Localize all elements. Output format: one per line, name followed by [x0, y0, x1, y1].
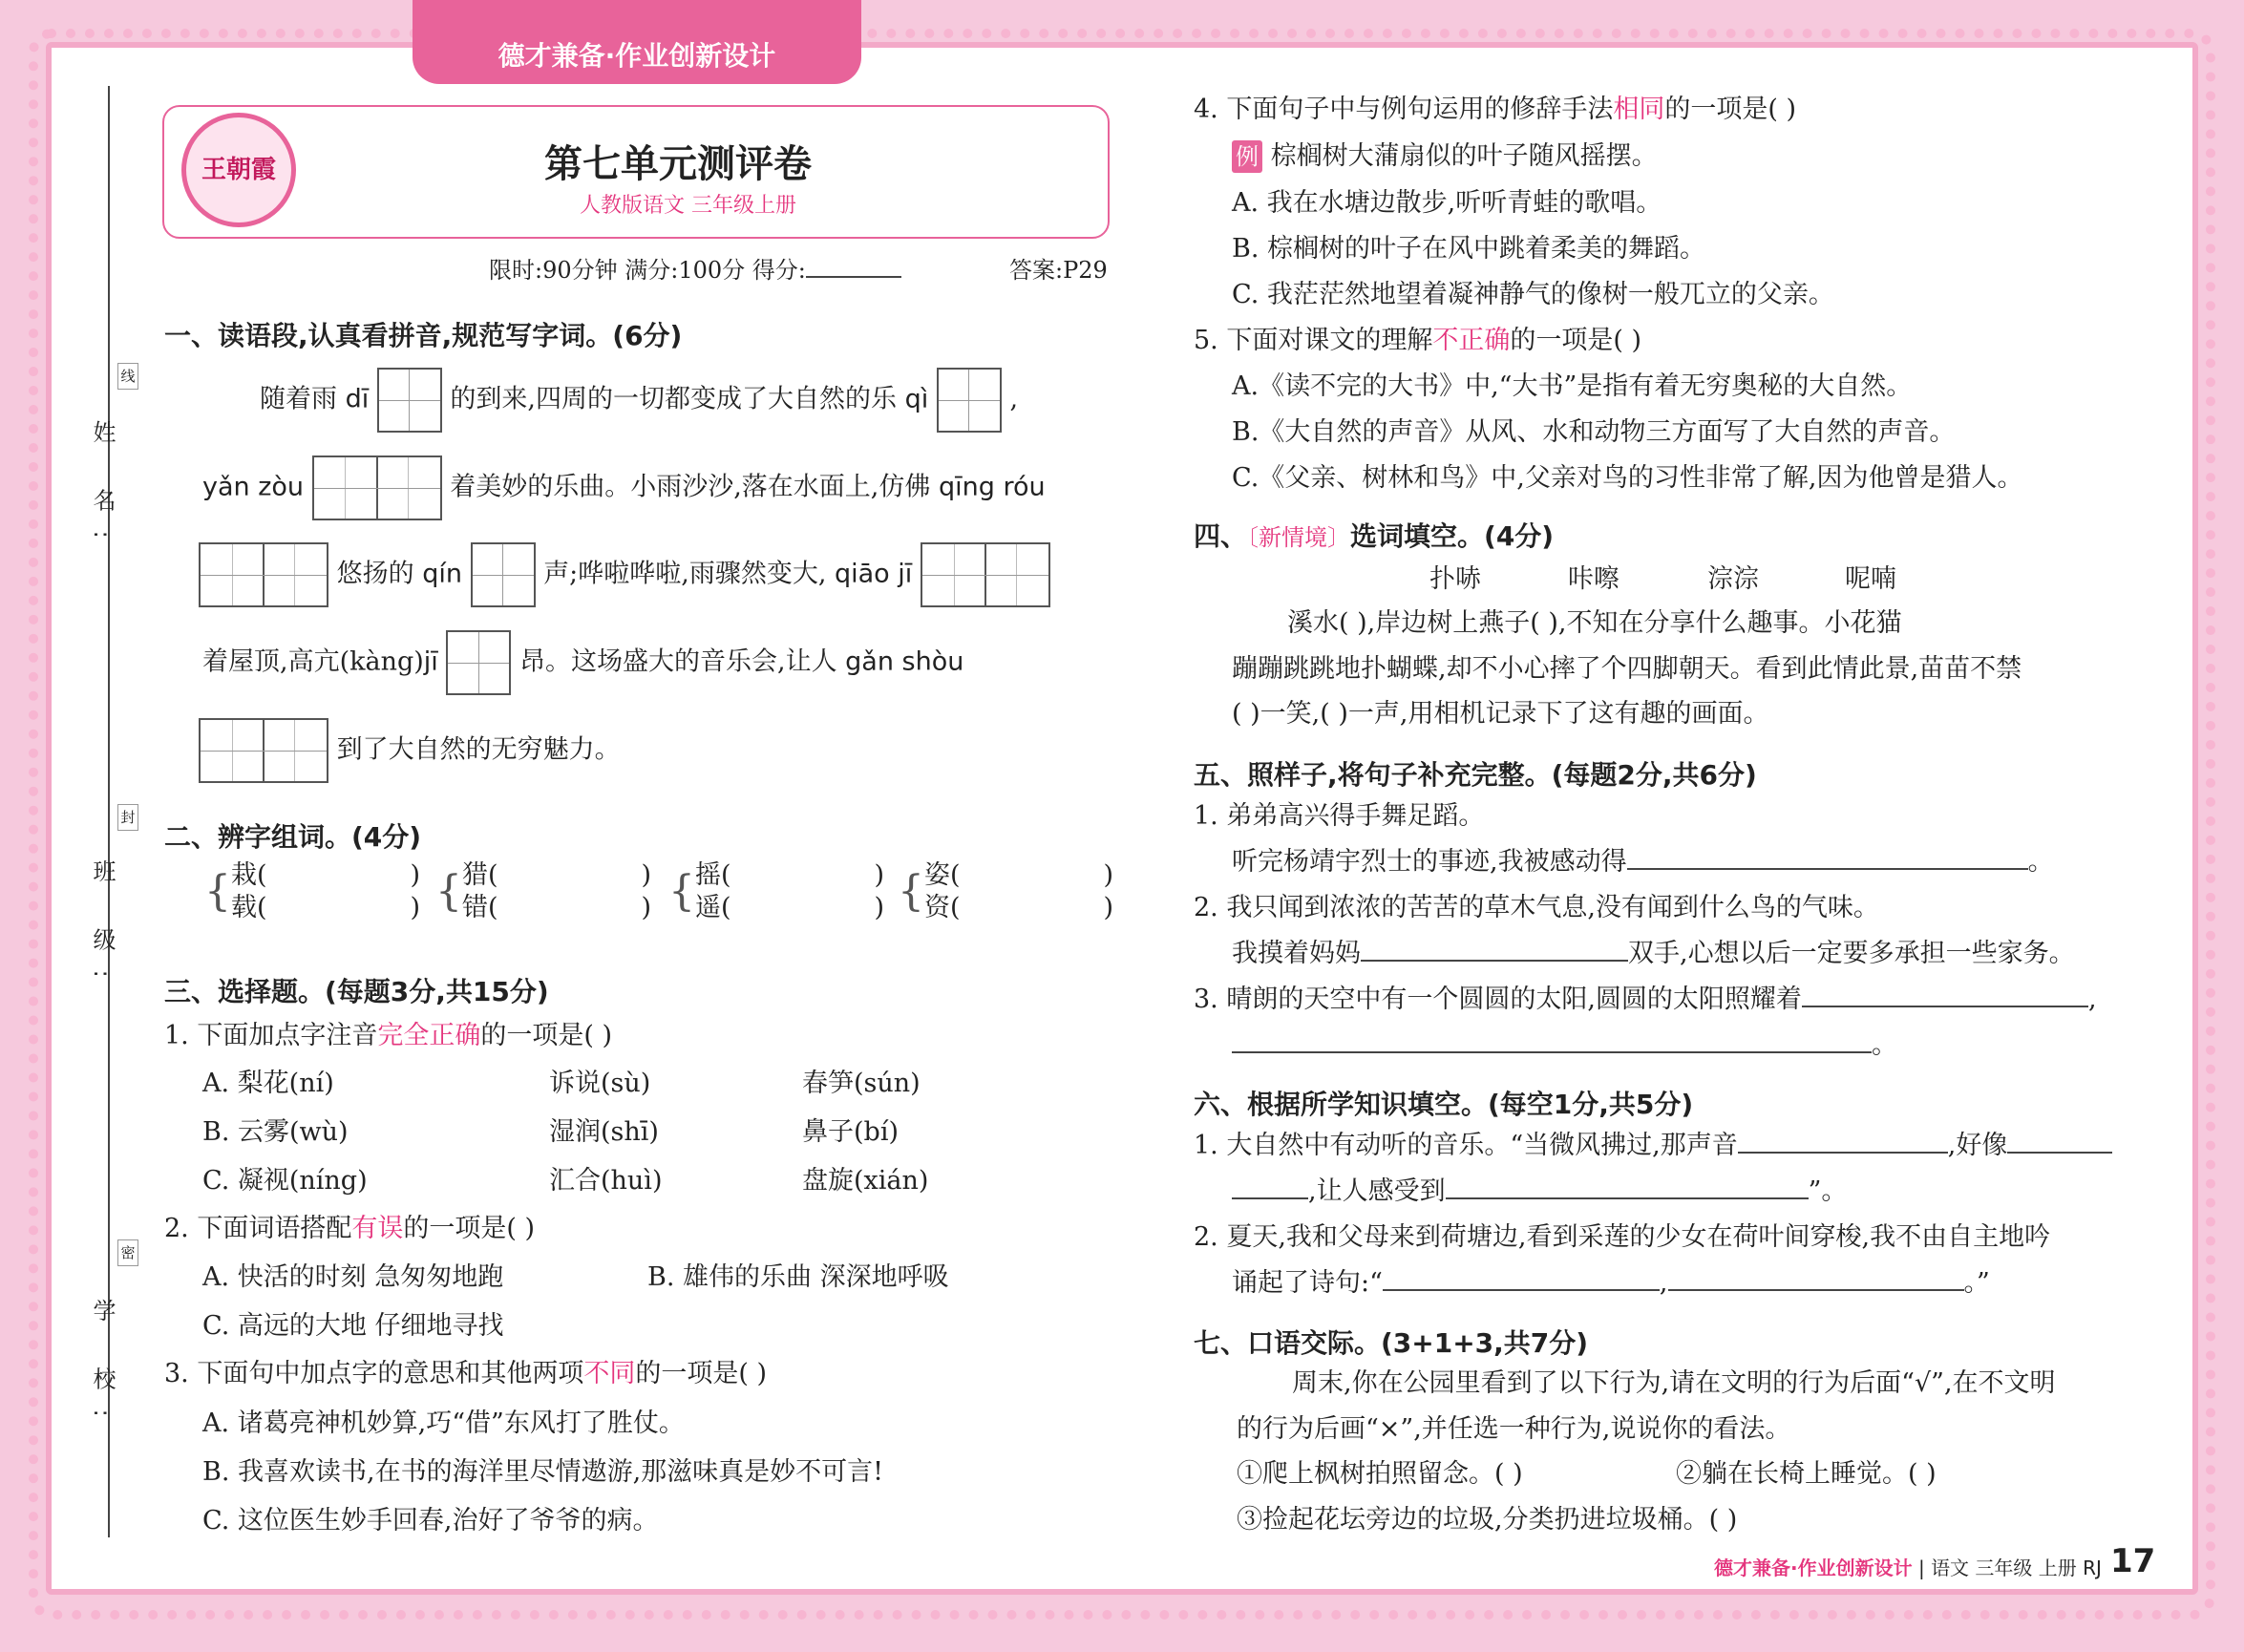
binding-mark-line: 线 [117, 363, 138, 390]
answer-blank[interactable] [1738, 1152, 1948, 1154]
s4-para-2: 蹦蹦跳跳地扑蝴蝶,却不小心摔了个四脚朝天。看到此情此景,苗苗不禁 [1232, 654, 2022, 684]
s6-q1: 1. 大自然中有动听的音乐。“当微风拂过,那声音 ,好像 [1194, 1130, 2112, 1162]
word-choice-1: 扑哧 [1429, 564, 1481, 594]
answer-blank[interactable] [1232, 1197, 1308, 1199]
header-tab: 德才兼备·作业创新设计 [413, 0, 861, 84]
s6-q1-cont: ,让人感受到 ”。 [1232, 1175, 1847, 1208]
school-label: 学 校: [89, 1299, 116, 1436]
s3-q3-optA: A. 诸葛亮神机妙算,巧“借”东风打了胜仗。 [202, 1408, 685, 1438]
s3-q1-opt: 诉说(sù) [549, 1069, 651, 1098]
answer-blank[interactable] [1802, 1006, 2088, 1007]
section-5-title: 五、照样子,将句子补充完整。(每题2分,共6分) [1194, 759, 1757, 791]
answer-blank[interactable] [1383, 1289, 1660, 1291]
s3-q1-opt: A. 梨花(ní) [202, 1069, 334, 1098]
write-box[interactable] [937, 368, 1002, 433]
write-box[interactable] [471, 542, 536, 607]
section-2-title: 二、辨字组词。(4分) [164, 821, 422, 853]
s1-line-1: 随着雨 dī 的到来,四周的一切都变成了大自然的乐 qì , [260, 368, 1018, 433]
s5-q2-fill: 我摸着妈妈 双手,心想以后一定要多承担一些家务。 [1232, 939, 2075, 968]
s1-line-4: 着屋顶,高亢(kàng)jī 昂。这场盛大的音乐会,让人 gǎn shòu [202, 630, 963, 695]
word-choice-4: 呢喃 [1845, 564, 1896, 594]
write-box[interactable] [312, 455, 442, 520]
s4-para-1: 溪水( ),岸边树上燕子( ),不知在分享什么趣事。小花猫 [1287, 608, 1902, 638]
q4-example: 例 棕榈树大蒲扇似的叶子随风摇摆。 [1232, 140, 1658, 173]
s7-para-2: 的行为后画“×”,并任选一种行为,说说你的看法。 [1237, 1414, 1791, 1444]
s7-item-2: ②躺在长椅上睡觉。( ) [1676, 1459, 1937, 1489]
s1-line-5: 到了大自然的无穷魅力。 [199, 718, 621, 783]
s3-q1: 1. 下面加点字注音完全正确的一项是( ) [164, 1021, 612, 1050]
write-box[interactable] [377, 368, 442, 433]
answer-blank[interactable] [1361, 960, 1628, 962]
answer-blank[interactable] [1668, 1289, 1964, 1291]
s5-q3-fill: 。 [1232, 1029, 1897, 1062]
s3-q2-optA: A. 快活的时刻 急匆匆地跑 [202, 1262, 504, 1292]
s3-q1-opt: C. 凝视(níng) [202, 1166, 368, 1196]
section-3-title: 三、选择题。(每题3分,共15分) [164, 976, 549, 1007]
s3-q3: 3. 下面句中加点字的意思和其他两项不同的一项是( ) [164, 1359, 767, 1388]
word-choice-2: 咔嚓 [1568, 564, 1619, 594]
s4-para-3: ( )一笑,( )一声,用相机记录下了这有趣的画面。 [1232, 699, 1769, 729]
answer-blank[interactable] [1232, 1051, 1872, 1053]
s3-q2-optB: B. 雄伟的乐曲 深深地呼吸 [647, 1262, 949, 1292]
brand-logo: 王朝霞 [181, 113, 296, 227]
answer-blank[interactable] [1446, 1197, 1809, 1199]
section-4-title: 四、〔新情境〕选词填空。(4分) [1194, 520, 1555, 552]
s5-q3: 3. 晴朗的天空中有一个圆圆的太阳,圆圆的太阳照耀着 , [1194, 985, 2097, 1014]
write-box[interactable] [199, 542, 328, 607]
exam-info: 限时:90分钟 满分:100分 得分: [489, 254, 901, 286]
word-group-2: {猎( ) 错( ) [435, 860, 652, 922]
class-label: 班 级: [89, 859, 116, 997]
q5-optB: B.《大自然的声音》从风、水和动物三方面写了大自然的声音。 [1232, 417, 1956, 447]
s3-q1-opt: 盘旋(xián) [802, 1166, 929, 1196]
q5-optA: A.《读不完的大书》中,“大书”是指有着无穷奥秘的大自然。 [1232, 371, 1913, 401]
s3-q1-opt: 春笋(sún) [802, 1069, 921, 1098]
page-title: 第七单元测评卷 [544, 142, 812, 186]
s3-q3-optC: C. 这位医生妙手回春,治好了爷爷的病。 [202, 1506, 659, 1536]
answer-blank[interactable] [1627, 868, 2028, 870]
section-6-title: 六、根据所学知识填空。(每空1分,共5分) [1194, 1089, 1694, 1120]
section-1-title: 一、读语段,认真看拼音,规范写字词。(6分) [164, 320, 683, 351]
s7-para-1: 周末,你在公园里看到了以下行为,请在文明的行为后面“√”,在不文明 [1292, 1368, 2056, 1398]
answer-ref: 答案:P29 [1009, 257, 1108, 284]
word-group-1: {栽( ) 载( ) [204, 860, 421, 922]
write-box[interactable] [921, 542, 1050, 607]
binding-mark-secret: 密 [117, 1239, 138, 1266]
s3-q1-opt: B. 云雾(wù) [202, 1117, 349, 1147]
page-subtitle: 人教版语文 三年级上册 [580, 194, 796, 218]
s1-line-3: 悠扬的 qín 声;哗啦哗啦,雨骤然变大, qiāo jī [199, 542, 1050, 607]
write-box[interactable] [446, 630, 511, 695]
s3-q2: 2. 下面词语搭配有误的一项是( ) [164, 1214, 535, 1243]
s3-q1-opt: 汇合(huì) [549, 1166, 663, 1196]
q5: 5. 下面对课文的理解不正确的一项是( ) [1194, 326, 1641, 355]
s5-q1: 1. 弟弟高兴得手舞足蹈。 [1194, 801, 1485, 831]
s7-item-3: ③捡起花坛旁边的垃圾,分类扔进垃圾桶。( ) [1237, 1505, 1738, 1535]
section-7-title: 七、口语交际。(3+1+3,共7分) [1194, 1327, 1589, 1359]
footer: 德才兼备·作业创新设计 | 语文 三年级 上册 RJ [1714, 1557, 2102, 1579]
q4-optA: A. 我在水塘边散步,听听青蛙的歌唱。 [1232, 188, 1662, 218]
s3-q1-opt: 鼻子(bí) [802, 1117, 899, 1147]
page-number: 17 [2110, 1542, 2156, 1580]
answer-blank[interactable] [2007, 1152, 2112, 1154]
s5-q1-fill: 听完杨靖宇烈士的事迹,我被感动得 。 [1232, 847, 2054, 877]
q4: 4. 下面句子中与例句运用的修辞手法相同的一项是( ) [1194, 95, 1796, 124]
s3-q1-opt: 湿润(shī) [549, 1117, 659, 1147]
s3-q2-optC: C. 高远的大地 仔细地寻找 [202, 1311, 504, 1341]
s6-q2: 2. 夏天,我和父母来到荷塘边,看到采莲的少女在荷叶间穿梭,我不由自主地吟 [1194, 1222, 2051, 1252]
s6-q2-fill: 诵起了诗句:“ , 。” [1232, 1268, 1990, 1298]
q4-optC: C. 我茫茫然地望着凝神静气的像树一般兀立的父亲。 [1232, 280, 1834, 309]
q5-optC: C.《父亲、树林和鸟》中,父亲对鸟的习性非常了解,因为他曾是猎人。 [1232, 463, 2023, 493]
s5-q2: 2. 我只闻到浓浓的苦苦的草木气息,没有闻到什么鸟的气味。 [1194, 893, 1879, 922]
s1-line-2: yǎn zòu 着美妙的乐曲。小雨沙沙,落在水面上,仿佛 qīng róu [202, 455, 1046, 520]
s7-item-1: ①爬上枫树拍照留念。( ) [1237, 1459, 1523, 1489]
word-choice-3: 淙淙 [1707, 564, 1759, 594]
binding-mark-seal: 封 [117, 804, 138, 831]
word-group-4: {姿( ) 资( ) [898, 860, 1114, 922]
q4-optB: B. 棕榈树的叶子在风中跳着柔美的舞蹈。 [1232, 234, 1706, 264]
write-box[interactable] [199, 718, 328, 783]
word-group-3: {摇( ) 遥( ) [668, 860, 885, 922]
s3-q3-optB: B. 我喜欢读书,在书的海洋里尽情遨游,那滋味真是妙不可言! [202, 1457, 884, 1487]
name-label: 姓 名: [89, 420, 116, 558]
